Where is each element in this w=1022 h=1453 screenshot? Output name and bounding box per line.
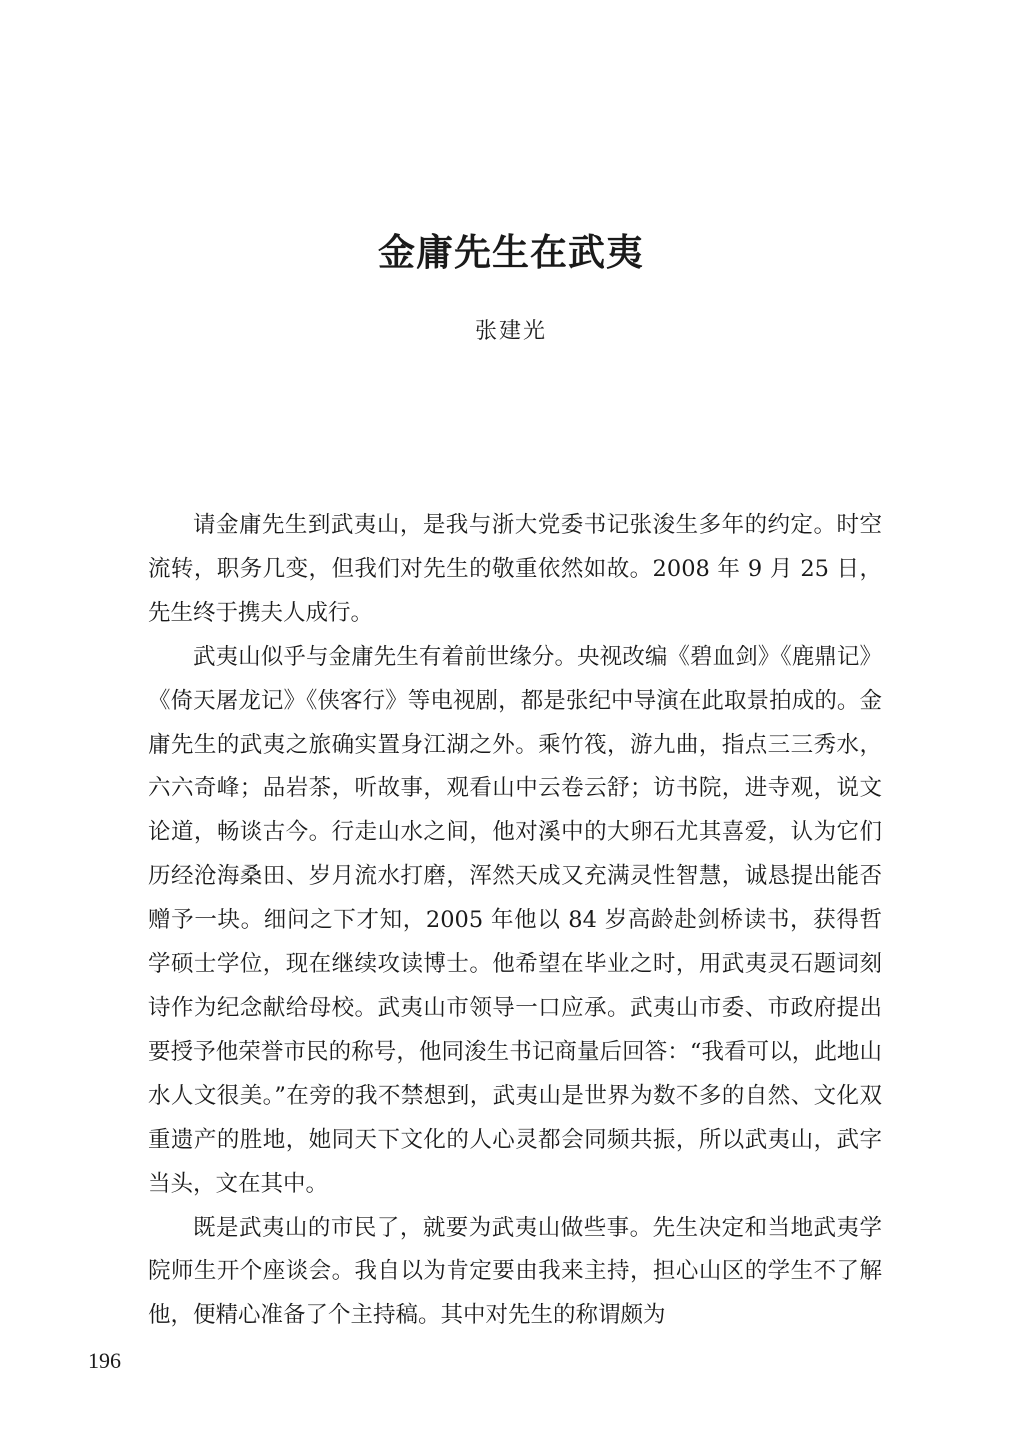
paragraph: 武夷山似乎与金庸先生有着前世缘分。央视改编《碧血剑》《鹿鼎记》《倚天屠龙记》《侠客行》等电视剧，都是张纪中导演在此取景拍成的。金庸先生的武夷之旅确实置身江湖之外。乘竹筏，游九曲，指点三三秀水，六六奇峰；品岩茶，听故事，观看山中云卷云舒；访书院，进寺观，说文论道，畅谈古今。行走山水之间，他对溪中的大卵石尤其喜爱，认为它们历经沧海桑田、岁月流水打磨，浑然天成又充满灵性智慧，诚恳提出能否赠予一块。细问之下才知，2005 年他以 84 岁高龄赴剑桥读书，获得哲学硕士学位，现在继续攻读博士。他希望在毕业之时，用武夷灵石题词刻诗作为纪念献给母校。武夷山市领导一口应承。武夷山市委、市政府提出要授予他荣誉市民的称号，他同浚生书记商量后回答：“我看可以，此地山水人文很美。”在旁的我不禁想到，武夷山是世界为数不多的自然、文化双重遗产的胜地，她同天下文化的人心灵都会同频共振，所以武夷山，武字当头，文在其中。 bbox=[148, 643, 882, 1197]
paragraph: 请金庸先生到武夷山，是我与浙大党委书记张浚生多年的约定。时空流转，职务几变，但我们对先生的敬重依然如故。2008 年 9 月 25 日，先生终于携夫人成行。 bbox=[148, 512, 882, 626]
page-number: 196 bbox=[88, 1348, 121, 1373]
author-name: 张建光 bbox=[474, 319, 547, 344]
article-body bbox=[148, 504, 882, 1338]
paragraph: 既是武夷山的市民了，就要为武夷山做些事。先生决定和当地武夷学院师生开个座谈会。我自以为肯定要由我来主持，担心山区的学生不了解他，便精心准备了个主持稿。其中对先生的称谓颇为 bbox=[148, 1214, 882, 1329]
article-title: 金庸先生在武夷 bbox=[378, 230, 644, 274]
